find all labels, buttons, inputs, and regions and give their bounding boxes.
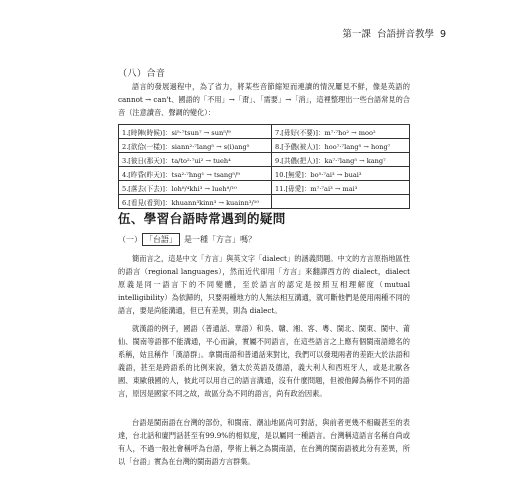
paragraph-text: 台語是閩南語在台灣的部份，和閩南、潮汕地區尚可對話，與前者更幾不相礙甚至的表達，台北話和廈門話甚至有99.9%的相似度，是以屬同一種語言。台灣稱這語言名稱自尚或有人，不過一般社會稱呼為台語，學術上稱之為閩南語，在台灣的閩南語被此分有差異，所以「台語」實為在台灣的閩南語方言群集。 bbox=[118, 418, 410, 466]
body-paragraph-1 bbox=[118, 252, 410, 317]
liaison-example-table bbox=[118, 124, 410, 209]
table-cell: 2.[欲佮(一樣)]：siann²·⁷lang⁵ → s(i)ang⁵ bbox=[119, 139, 272, 153]
paragraph-text: 簡而言之，這是中文「方言」與英文字「dialect」的涵義問題。中文的方言原指地區性的語言（regional languages），然而近代卻用「方言」來翻譯西方的 dialect，dialect 原義是同一語言下的不同變體，至於語言的認定是按照互相理解度（mutual intelligibility）為依歸的，只要兩種地方的人無法相互溝通，就可斷他們是使用兩種不同的語言，要是尚能溝通，但已有差異，則為 dialect。 bbox=[118, 254, 410, 315]
table-row bbox=[119, 153, 410, 167]
table-row bbox=[119, 167, 410, 181]
chapter-title: 台語拼音教學 bbox=[376, 29, 434, 40]
table-cell: 10.[無愛]：bo⁵·⁷ai³ → buai³ bbox=[272, 167, 410, 181]
paragraph-text: 就漢語的例子，國語（普通話、華語）和吳、贛、湘、客、粵、閩北、閩東、閩中、莆仙、閩南等語都不能溝通，平心而論，實屬不同語言，在這些語言之上應有個閩南語總名的系稱，姑且稱作「漢語群」。拿閩南語和普通話來對比，我們可以發現兩者的差距大於法語和義語，甚至是跨語系的比例來說，猶太於英語及德語，義大利人和西班牙人，或是北歐各國、東歐俄國的人，彼此可以用自己的語言溝通，沒有什麼問題，但被他歸為稱作不同的語言，原因是國家不同之故，故區分為不同的語言，尚有政治因素。 bbox=[118, 324, 410, 398]
subsection-number: （一） bbox=[118, 235, 142, 244]
table-cell: 5.[落去(下去)]：loh⁸/⁴khi³ → lueh⁸/¹⁰ bbox=[119, 181, 272, 195]
subsection-heading-1 bbox=[118, 233, 256, 246]
table-row bbox=[119, 139, 410, 153]
intro-paragraph bbox=[118, 80, 410, 119]
table-cell: 11.[毋愛]：m⁷·⁷ai³ → mai³ bbox=[272, 181, 410, 195]
table-row bbox=[119, 125, 410, 139]
table-cell: 9.[共儂(把人)]：ka⁷·⁷lang⁵ → kang⁷ bbox=[272, 153, 410, 167]
page-header bbox=[342, 26, 446, 40]
chapter-label: 第一課 bbox=[342, 29, 371, 40]
page-number: 9 bbox=[439, 29, 446, 40]
boxed-term: 「台語」 bbox=[142, 233, 180, 246]
table-cell: 3.[彼日(那天)]：ta/to²·⁷ui² → tueh⁴ bbox=[119, 153, 272, 167]
table-row bbox=[119, 195, 410, 209]
table-cell: 6.[看見(看到)]：khuann³kinn³ → kuainn³/¹⁰ bbox=[119, 195, 272, 209]
subsection-question: 是一種「方言」嗎？ bbox=[184, 235, 256, 244]
section-heading-5: 伍、學習台語時常遇到的疑問 bbox=[118, 211, 286, 226]
table-cell: 8.[予儂(被人)]：hoo⁷·⁷lang⁵ → hong⁷ bbox=[272, 139, 410, 153]
table-cell bbox=[272, 195, 410, 209]
body-paragraph-2 bbox=[118, 322, 410, 400]
section-heading-8: （八）合音 bbox=[118, 69, 166, 79]
intro-text: 語言的發展過程中，為了省力，將某些音節縮短而連讀的情況屢見不鮮，像是英語的 cannot → can't、國語的「不用」→「甭」、「需要」→「消」，這裡整理出一些台語常見的合音（注意讀音、聲調的變化）： bbox=[118, 82, 410, 117]
body-paragraph-3 bbox=[118, 416, 410, 468]
table-cell: 4.[昨昏(昨天)]：tsa²·⁷hng¹ → tsang⁵/⁹ bbox=[119, 167, 272, 181]
table-cell: 7.[毋好(不要)]：m⁷·⁷ho² → moo² bbox=[272, 125, 410, 139]
table-cell: 1.[時陣(時候)]：si⁵·⁷tsun⁷ → sun⁵/⁹ bbox=[119, 125, 272, 139]
table-row bbox=[119, 181, 410, 195]
